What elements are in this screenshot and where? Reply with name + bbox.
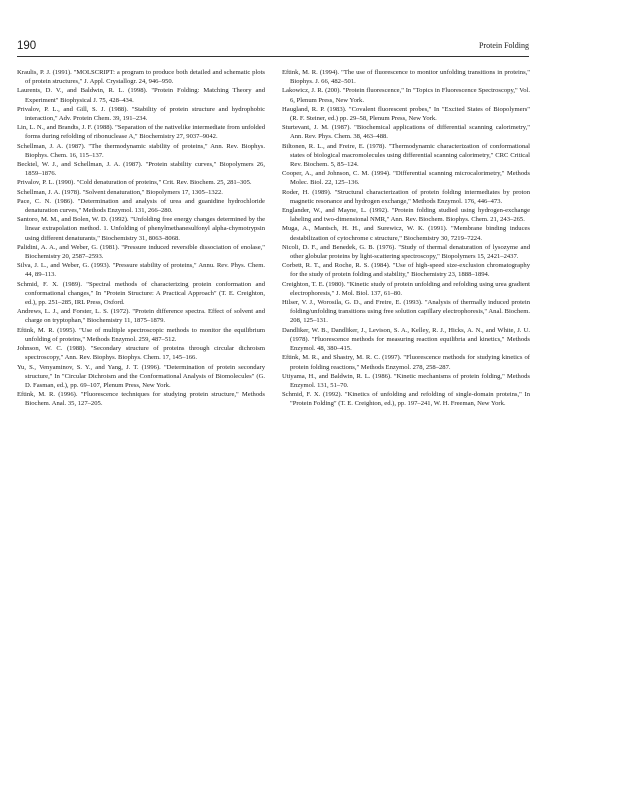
reference-entry: Eftink, M. R., and Shastry, M. R. C. (1997). "Fluorescence methods for studying kinetics of protein folding reactions," Methods Enzymol. 278, 258–287. [282,354,530,371]
reference-entry: Englander, W., and Mayne, L. (1992). "Protein folding studied using hydrogen-exchange labeling and two-dimensional NMR," Ann. Rev. Biochem. Biophys. Chem. 21, 243–265. [282,207,530,224]
references-left-column [17,68,265,409]
reference-entry: Schellman, J. A. (1978). "Solvent denaturation," Biopolymers 17, 1305–1322. [17,188,223,196]
reference-entry: Eftink, M. R. (1995). "Use of multiple spectroscopic methods to monitor the equilibrium unfolding of proteins," Methods Enzymol. 259, 487–512. [17,326,265,343]
reference-entry: Haugland, R. P. (1983). "Covalent fluorescent probes," In "Excited States of Biopolymers" (R. F. Steiner, ed.) pp. 29–58, Plenum Press, New York. [282,105,530,123]
page-number: 190 [17,40,37,52]
reference-entry: Eftink, M. R. (1994). "The use of fluorescence to monitor unfolding transitions in proteins," Biophys. J. 66, 482–501. [282,69,530,86]
reference-entry: Silva, J. L., and Weber, G. (1993). "Pressure stability of proteins," Annu. Rev. Phys. Chem. 44, 89–113. [17,262,265,279]
reference-entry: Schmid, F. X. (1992). "Kinetics of unfolding and refolding of single-domain proteins," In "Protein Folding" (T. E. Creighton, ed.), pp. 197–241, W. H. Freeman, New York. [282,391,530,408]
reference-entry: Hilser, V. J., Worosila, G. D., and Freire, E. (1993). "Analysis of thermally induced protein folding/unfolding transitions using free solution capillary electrophoresis," Anal. Biochem. 208, 125–131. [282,299,530,325]
reference-entry: Pace, C. N. (1986). "Determination and analysis of urea and guanidine hydrochloride denaturation curves," Methods Enzymol. 131, 266–280. [17,197,265,215]
reference-entry: Nicoli, D. F., and Benedek, G. B. (1976). "Study of thermal denaturation of lysozyme and other globular proteins by light-scattering spectroscopy," Biopolymers 15, 2421–2437. [282,243,530,261]
reference-entry: Biltonen, R. L., and Freire, E. (1978). "Thermodynamic characterization of conformational states of biological macromolecules using differential scanning calorimetry," CRC Critical Rev. Biochem. 5, 85–124. [282,142,530,169]
running-head: Protein Folding [478,41,529,50]
page-header [17,40,529,54]
reference-entry: Schellman, J. A. (1987). "The thermodynamic stability of proteins," Ann. Rev. Biophys. Biophys. Chem. 16, 115–137. [17,142,265,159]
reference-entry: Privalov, P. L., and Gill, S. J. (1988). "Stability of protein structure and hydrophobic interaction," Adv. Protein Chem. 39, 191–234. [17,105,265,123]
header-rule [17,56,529,57]
reference-entry: Utiyama, H., and Baldwin, R. L. (1986). "Kinetic mechanisms of protein folding," Methods Enzymol. 131, 51–70. [282,372,530,389]
reference-entry: Johnson, W. C. (1988). "Secondary structure of proteins through circular dichroism spectroscopy," Ann. Rev. Biophys. Biophys. Chem. 17, 145–166. [17,345,265,362]
reference-entry: Becktel, W. J., and Schellman, J. A. (1987). "Protein stability curves," Biopolymers 26, 1859–1876. [17,161,265,178]
reference-entry: Palidini, A. A., and Weber, G. (1981). "Pressure induced reversible dissociation of enolase," Biochemistry 20, 2587–2593. [17,243,265,261]
reference-entry: Lin, L. N., and Brandts, J. F. (1988). "Separation of the nativelike intermediate from unfolded forms during refolding of ribonuclease A," Biochemistry 27, 9037–9042. [17,124,265,141]
reference-entry: Muga, A., Mantsch, H. H., and Surewicz, W. K. (1991). "Membrane binding induces destabilization of cytochrome c structure," Biochemistry 30, 7219–7224. [282,225,530,242]
references-right-column [282,68,530,409]
reference-entry: Corbett, R. T., and Roche, R. S. (1984). "Use of high-speed size-exclusion chromatography for the study of protein folding and stability," Biochemistry 23, 1888–1894. [282,262,530,279]
reference-entry: Eftink, M. R. (1996). "Fluorescence techniques for studying protein structure," Methods Biochem. Anal. 35, 127–205. [17,391,265,408]
reference-entry: Lakowicz, J. R. (200). "Protein fluorescence," In "Topics in Fluorescence Spectroscopy," Vol. 6, Plenum Press, New York. [282,87,530,104]
reference-entry: Laurents, D. V., and Baldwin, R. L. (1998). "Protein Folding: Matching Theory and Experiment" Biophysical J. 75, 428–434. [17,87,265,104]
reference-entry: Kraulis, P. J. (1991). "MOLSCRIPT: a program to produce both detailed and schematic plots of protein structures," J. Appl. Crystallogr. 24, 946–950. [17,69,265,86]
reference-entry: Yu, S., Venyaminov, S. Y., and Yang, J. T. (1996). "Determination of protein secondary structure," In "Circular Dichroism and the Conformational Analysis of Biomolecules" (G. D. Fasman, ed.), pp. 69–107, Plenum Press, New York. [17,363,265,389]
reference-entry: Sturtevant, J. M. (1987). "Biochemical applications of differential scanning calorimetry," Ann. Rev. Phys. Chem. 38, 463–488. [282,124,530,141]
reference-entry: Santoro, M. M., and Bolen, W. D. (1992). "Unfolding free energy changes determined by the linear extrapolation method. 1. Unfolding of phenylmethanesulfonyl alpha-chymotrypsin using different denaturants," Biochemistry 31, 8063–8068. [17,216,265,242]
reference-entry: Dandliker, W. B., Dandliker, J., Levison, S. A., Kelley, R. J., Hicks, A. N., and White, J. U. (1978). "Fluorescence methods for measuring reaction equilibria and kinetics," Methods Enzymol. 48, 380–415. [282,326,530,353]
reference-entry: Andrews, L. J., and Forster, L. S. (1972). "Protein difference spectra. Effect of solvent and charge on tryptophan," Biochemistry 11, 1875–1879. [17,308,265,325]
reference-entry: Roder, H. (1989). "Structural characterization of protein folding intermediates by proton magnetic resonance and hydrogen exchange," Methods Enzymol. 176, 446–473. [282,188,530,205]
reference-entry: Creighton, T. E. (1980). "Kinetic study of protein unfolding and refolding using urea gradient electrophoresis," J. Mol. Biol. 137, 61–80. [282,280,530,297]
reference-entry: Schmid, F. X. (1989). "Spectral methods of characterizing protein conformation and conformational changes," In "Protein Structure: A Practical Approach" (T. E. Creighton, ed.), pp. 251–285, IRL Press, Oxford. [17,280,265,307]
reference-entry: Cooper, A., and Johnson, C. M. (1994). "Differential scanning microcalorimetry," Methods Molec. Biol. 22, 125–136. [282,170,530,187]
reference-entry: Privalov, P. L. (1990). "Cold denaturation of proteins," Crit. Rev. Biochem. 25, 281–305. [17,179,252,187]
